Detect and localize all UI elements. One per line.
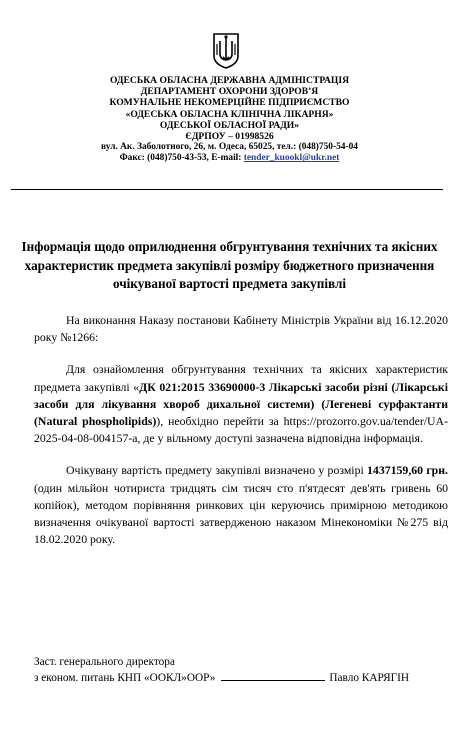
signer-position-2 — [34, 670, 409, 686]
header-divider — [11, 189, 443, 190]
expected-cost: 1437159,60 грн. — [367, 463, 448, 478]
header-line: ДЕПАРТАМЕНТ ОХОРОНИ ЗДОРОВ’Я — [140, 86, 319, 98]
paragraph-text: ), необхідно перейти за https://prozorro.gov.ua/tender/UA-2025-04-08-004157-a, де у вільному доступі зазначена відповідна інформація. — [34, 414, 448, 446]
header-line: ОДЕСЬКОЇ ОБЛАСНОЇ РАДИ» — [159, 119, 300, 131]
header-line: «ОДЕСЬКА ОБЛАСНА КЛІНІЧНА ЛІКАРНЯ» — [125, 108, 334, 120]
paragraph-text: Очікувану вартість предмету закупівлі визначено у розмірі — [66, 463, 368, 478]
header-line: ОДЕСЬКА ОБЛАСНА ДЕРЖАВНА АДМІНІСТРАЦІЯ — [109, 75, 350, 86]
contact-line — [0, 153, 459, 164]
signer-position: Заст. генерального директора — [34, 656, 175, 668]
signature-line — [221, 680, 325, 681]
organization-header — [0, 75, 459, 165]
document-title: Інформація щодо оприлюднення обгрунтування технічних та якісних характеристик предмета закупівлі розміру бюджетного призначення очікуваної вартості предмета закупівлі — [21, 239, 438, 292]
signer-name: Павло КАРЯГІН — [329, 672, 410, 685]
edrpou-code: ЄДРПОУ – 01998526 — [185, 131, 274, 143]
coat-of-arms-icon — [212, 32, 240, 70]
paragraph-text: (один мільйон чотириста тридцять сім тисяч сто п'ятдесят дев'ять гривень 60 копійок), методом порівняння ринкових цін керуючись примірною методикою визначення очікуваної вартості затвердженою наказом Мінекономіки №275 від 18.02.2020 року. — [34, 480, 448, 547]
paragraph-order: На виконання Наказу постанови Кабінету Міністрів України від 16.12.2020 року №1266: — [34, 313, 448, 345]
document-body — [34, 312, 448, 563]
email-link[interactable]: tender_kuookl@ukr.net — [243, 153, 340, 164]
signer-department: з економ. питань КНП «ООКЛ»ООР» — [34, 672, 216, 685]
header-line: КОМУНАЛЬНЕ НЕКОМЕРЦІЙНЕ ПІДПРИЄМСТВО — [109, 97, 350, 109]
signature-block — [34, 654, 409, 687]
address-line: вул. Ак. Заболотного, 26, м. Одеса, 65025, тел.: (048)750-54-04 — [101, 142, 358, 153]
paragraph-cost — [34, 462, 448, 548]
paragraph-subject — [34, 361, 448, 447]
paragraph-text: Для ознайомлення обгрунтування технічних та якісних характеристик предмета закупівлі « — [34, 362, 448, 394]
subject-code: ДК 021:2015 33690000-3 Лікарські засоби різні (Лікарські засоби для лікування хвороб дихальної системи) (Легеневі сурфактанти (Natural phospholipids) — [34, 379, 448, 429]
fax-label: Факс: (048)750-43-53, E-mail: — [119, 153, 244, 164]
